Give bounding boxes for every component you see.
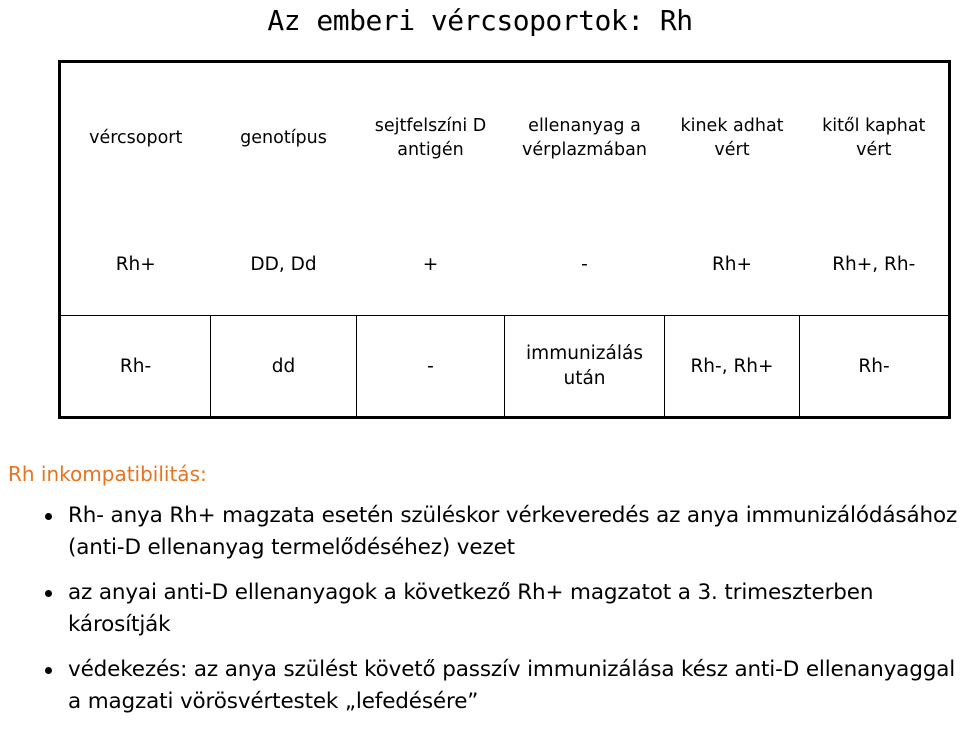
- header-d-antigen: sejtfelszíni D antigén: [374, 116, 487, 161]
- table-cell: -: [357, 316, 505, 418]
- bullet-list: [0, 500, 960, 731]
- header-can-receive-from: kitől kaphat vért: [822, 116, 926, 161]
- bullet-dot-icon: [45, 667, 52, 674]
- section-heading: Rh inkompatibilitás:: [8, 462, 207, 486]
- page-title: Az emberi vércsoportok: Rh: [267, 4, 693, 37]
- table-cell: Rh+: [115, 253, 156, 275]
- table-cell: +: [422, 253, 439, 275]
- list-item: [0, 654, 960, 718]
- header-antibody: ellenanyag a vérplazmában: [522, 116, 647, 161]
- table-cell: immunizálás után: [505, 316, 665, 418]
- table-cell: Rh-: [60, 316, 211, 418]
- table-row: [60, 214, 950, 316]
- list-item-text: az anyai anti-D ellenanyagok a következő Rh+ magzatot a 3. trimeszterben károsítják: [68, 580, 874, 637]
- table-cell: Rh-, Rh+: [665, 316, 800, 418]
- list-item-text: Rh- anya Rh+ magzata esetén szüléskor vérkeveredés az anya immunizálódásához (anti-D ellenanyag termelődéséhez) vezet: [68, 503, 958, 560]
- header-genotype: genotípus: [240, 128, 327, 149]
- table-cell: Rh+: [711, 253, 753, 275]
- table-cell: DD, Dd: [250, 253, 317, 275]
- rh-blood-group-table: [58, 60, 951, 419]
- header-blood-group: vércsoport: [89, 128, 183, 149]
- list-item: [0, 577, 960, 641]
- header-can-give-to: kinek adhat vért: [680, 116, 784, 161]
- table-cell: Rh-: [800, 316, 950, 418]
- list-item-text: védekezés: az anya szülést követő passzív immunizálása kész anti-D ellenanyaggal a magzati vörösvértestek „lefedésére”: [68, 657, 956, 714]
- table-row: [60, 316, 950, 418]
- table-cell: dd: [211, 316, 357, 418]
- table-cell: -: [581, 253, 588, 275]
- bullet-dot-icon: [45, 513, 52, 520]
- table-cell: Rh+, Rh-: [832, 253, 916, 275]
- table-header-row: [60, 62, 950, 214]
- bullet-dot-icon: [45, 590, 52, 597]
- list-item: [0, 500, 960, 564]
